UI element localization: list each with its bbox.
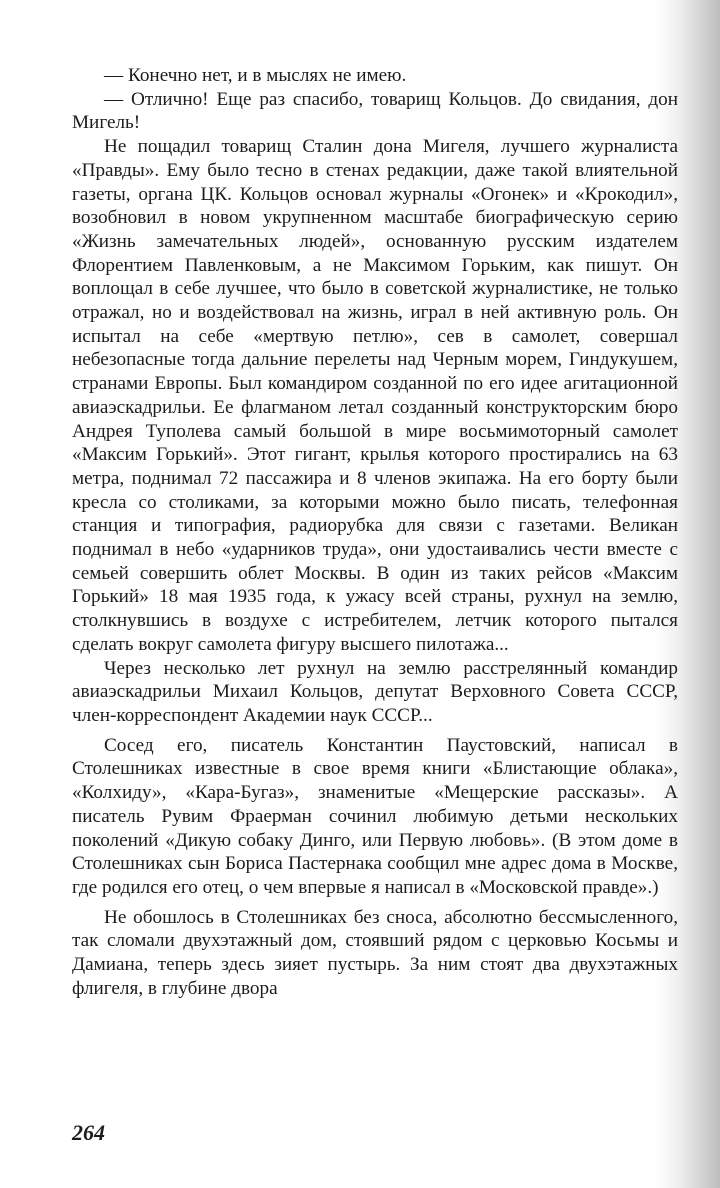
paragraph-paustovsky: Сосед его, писатель Константин Паустовский, написал в Столешниках известные в свое время книги «Блистающие облака», «Колхиду», «Кара-Бугаз», знаменитые «Мещерские рассказы». А писатель Рувим Фраерман сочинил любимую детьми нескольких поколений «Дикую собаку Динго, или Первую любовь». (В этом доме в Столешниках сын Бориса Пастернака сообщил мне адрес дома в Москве, где родился его отец, о чем впервые я написал в «Московской правде».) xyxy=(72,734,678,898)
paragraph-dialogue-2: — Отлично! Еще раз спасибо, товарищ Кольцов. До свидания, дон Мигель! xyxy=(72,88,678,134)
paragraph-koltsov: Не пощадил товарищ Сталин дона Мигеля, лучшего журналиста «Правды». Ему было тесно в стенах редакции, даже такой влиятельной газеты, органа ЦК. Кольцов основал журналы «Огонек» и «Крокодил», возобновил в новом укрупненном масштабе биографическую серию «Жизнь замечательных людей», основанную русским издателем Флорентием Павленковым, а не Максимом Горьким, как пишут. Он воплощал в себе лучшее, что было в советской журналистике, не только отражал, но и воздействовал на жизнь, играл в ней активную роль. Он испытал на себе «мертвую петлю», сев в самолет, совершал небезопасные тогда дальние перелеты над Черным морем, Гиндукушем, странами Европы. Был командиром созданной по его идее агитационной авиаэскадрильи. Ее флагманом летал созданный конструкторским бюро Андрея Туполева самый большой в мире восьмимоторный самолет «Максим Горький». Этот гигант, крылья которого простирались на 63 метра, поднимал 72 пассажира и 8 членов экипажа. На его борту были кресла со столиками, за которыми можно было писать, телефонная станция и типография, радиорубка для связи с газетами. Великан поднимал в небо «ударников труда», они удостаивались чести вместе с семьей совершить облет Москвы. В один из таких рейсов «Максим Горький» 18 мая 1935 года, к ужасу всей страны, рухнул на землю, столкнувшись в воздухе с истребителем, летчик которого пытался сделать вокруг самолета фигуру высшего пилотажа... xyxy=(72,136,678,655)
paragraph-dialogue-1: — Конечно нет, и в мыслях не имею. xyxy=(104,65,407,86)
page-number: 264 xyxy=(72,1120,105,1145)
paragraph-execution: Через несколько лет рухнул на землю расстрелянный командир авиаэскадрильи Михаил Кольцов, депутат Верховного Совета СССР, член-корреспондент Академии наук СССР... xyxy=(72,657,678,726)
paragraph-demolition: Не обошлось в Столешниках без сноса, абсолютно бессмысленного, так сломали двухэтажный дом, стоявший рядом с церковью Косьмы и Дамиана, теперь здесь зияет пустырь. За ним стоят два двухэтажных флигеля, в глубине двора xyxy=(72,906,678,999)
body-text xyxy=(72,64,678,1000)
